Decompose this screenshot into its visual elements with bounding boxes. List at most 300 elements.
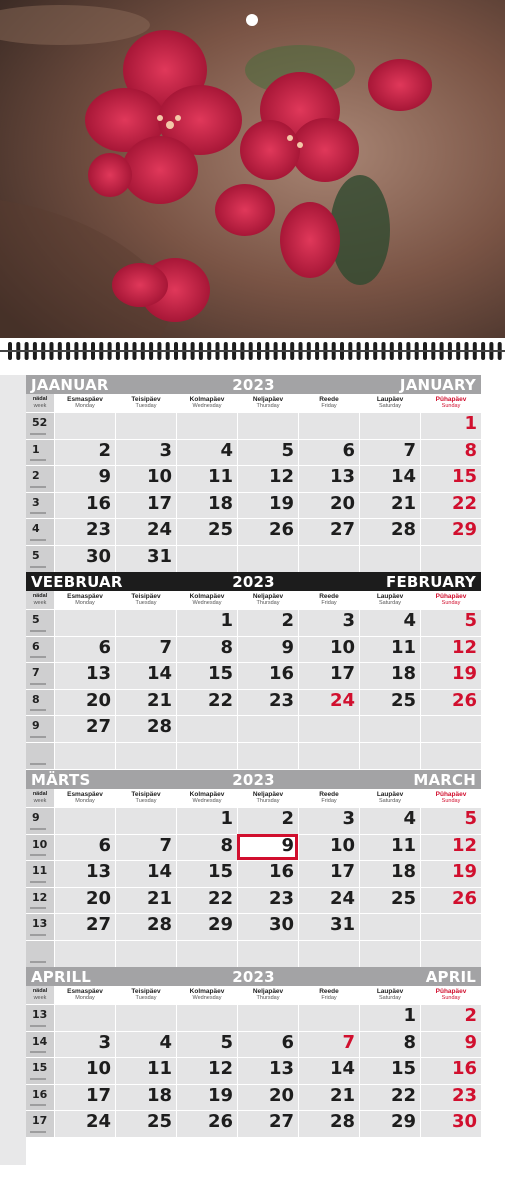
day-number: 5 [464, 610, 477, 631]
weekday-name: Neljapäev Thursday [237, 394, 298, 412]
empty-cell [359, 913, 420, 940]
day-cell [359, 834, 420, 861]
day-cell [298, 887, 359, 914]
day-number: 24 [146, 519, 172, 541]
day-cell [54, 834, 115, 861]
month-year: 2023 [232, 770, 275, 789]
weekday-name: Neljapäev Thursday [237, 789, 298, 807]
day-cell [237, 609, 298, 636]
day-number: 4 [220, 439, 233, 461]
empty-cell [54, 1004, 115, 1031]
day-number: 16 [268, 663, 294, 685]
day-cell [237, 887, 298, 914]
weekday-header [26, 394, 481, 412]
flower-photo [0, 0, 505, 338]
day-number: 27 [329, 519, 355, 541]
day-cell [176, 1110, 237, 1137]
day-number: 12 [451, 834, 477, 856]
day-number: 29 [207, 914, 233, 936]
day-cell [115, 439, 176, 466]
day-number: 6 [281, 1031, 294, 1053]
day-cell [298, 1084, 359, 1111]
month-year: 2023 [232, 967, 275, 986]
day-cell [237, 465, 298, 492]
week-number: 13 [26, 913, 54, 940]
weekday-name: Laupäev Saturday [359, 789, 420, 807]
day-cell [54, 887, 115, 914]
day-number: 9 [98, 466, 111, 488]
day-number: 30 [85, 545, 111, 567]
day-number: 21 [329, 1084, 355, 1106]
day-number: 16 [85, 492, 111, 514]
day-cell [54, 1084, 115, 1111]
week-number: 6 [26, 636, 54, 663]
day-number: 17 [146, 492, 172, 514]
empty-cell [237, 545, 298, 572]
empty-cell [298, 1004, 359, 1031]
day-cell [176, 439, 237, 466]
day-number: 7 [403, 439, 416, 461]
empty-cell [237, 412, 298, 439]
day-number: 12 [207, 1058, 233, 1080]
weekday-header [26, 789, 481, 807]
spiral-binding [0, 340, 505, 362]
day-number: 7 [159, 636, 172, 658]
day-cell [54, 636, 115, 663]
empty-cell [176, 940, 237, 967]
day-number: 24 [329, 689, 355, 711]
empty-cell [54, 940, 115, 967]
day-number: 2 [281, 808, 294, 829]
day-cell [298, 1031, 359, 1058]
empty-cell [420, 940, 481, 967]
day-number: 26 [268, 519, 294, 541]
day-number: 17 [329, 861, 355, 883]
day-cell [359, 1031, 420, 1058]
day-number: 1 [220, 610, 233, 631]
empty-cell [115, 742, 176, 769]
day-cell [420, 1031, 481, 1058]
empty-cell [359, 940, 420, 967]
day-number: 5 [220, 1031, 233, 1053]
week-number: 52 [26, 412, 54, 439]
week-number: 2 [26, 465, 54, 492]
day-number: 10 [329, 636, 355, 658]
day-cell [298, 1057, 359, 1084]
day-number: 22 [451, 492, 477, 514]
week-column-header: nädal week [26, 986, 54, 1004]
day-cell [420, 439, 481, 466]
day-number: 18 [207, 492, 233, 514]
weekday-name: Reede Friday [298, 789, 359, 807]
day-cell [298, 689, 359, 716]
day-cell [298, 913, 359, 940]
day-number: 10 [85, 1058, 111, 1080]
day-number: 9 [464, 1031, 477, 1053]
day-number: 21 [390, 492, 416, 514]
day-number: 26 [207, 1111, 233, 1133]
day-number: 16 [451, 1058, 477, 1080]
month-name-en: APRIL [425, 967, 476, 986]
empty-cell [298, 742, 359, 769]
day-number: 28 [390, 519, 416, 541]
empty-cell [176, 412, 237, 439]
day-grid [26, 1004, 481, 1137]
day-number: 8 [464, 439, 477, 461]
day-number: 4 [403, 610, 416, 631]
day-cell [176, 860, 237, 887]
day-cell [420, 492, 481, 519]
day-cell [115, 834, 176, 861]
day-cell [176, 518, 237, 545]
day-cell [176, 1084, 237, 1111]
empty-cell [359, 545, 420, 572]
week-number: 15 [26, 1057, 54, 1084]
day-cell [237, 834, 298, 861]
day-cell [298, 807, 359, 834]
day-cell [359, 609, 420, 636]
empty-cell [420, 715, 481, 742]
day-number: 20 [329, 492, 355, 514]
day-cell [420, 807, 481, 834]
day-number: 6 [342, 439, 355, 461]
day-cell [115, 689, 176, 716]
month-name-en: JANUARY [399, 375, 476, 394]
month-2 [26, 770, 481, 967]
day-number: 28 [329, 1111, 355, 1133]
week-number: 10 [26, 834, 54, 861]
day-number: 3 [159, 439, 172, 461]
weekday-name: Neljapäev Thursday [237, 591, 298, 609]
month-header [26, 572, 481, 591]
day-number: 19 [451, 663, 477, 685]
day-number: 17 [85, 1084, 111, 1106]
empty-cell [359, 742, 420, 769]
day-number: 25 [207, 519, 233, 541]
day-number: 14 [390, 466, 416, 488]
day-number: 31 [146, 545, 172, 567]
day-cell [298, 609, 359, 636]
day-cell [54, 860, 115, 887]
day-cell [359, 807, 420, 834]
weekday-name: Teisipäev Tuesday [115, 394, 176, 412]
week-number: 11 [26, 860, 54, 887]
weekday-name: Reede Friday [298, 986, 359, 1004]
day-cell [298, 662, 359, 689]
month-name-et: MÄRTS [31, 770, 91, 789]
week-column-header: nädal week [26, 394, 54, 412]
week-number: 5 [26, 545, 54, 572]
day-number: 19 [207, 1084, 233, 1106]
day-number: 3 [342, 808, 355, 829]
day-number: 11 [390, 834, 416, 856]
day-number: 3 [98, 1031, 111, 1053]
day-cell [237, 807, 298, 834]
day-grid [26, 412, 481, 572]
empty-cell [298, 715, 359, 742]
day-number: 14 [146, 663, 172, 685]
empty-cell [176, 742, 237, 769]
day-number: 7 [342, 1031, 355, 1053]
empty-cell [115, 609, 176, 636]
empty-cell [420, 742, 481, 769]
weekday-name: Reede Friday [298, 591, 359, 609]
day-cell [115, 636, 176, 663]
day-cell [420, 1004, 481, 1031]
day-cell [359, 1084, 420, 1111]
day-cell [420, 1110, 481, 1137]
day-number: 3 [342, 610, 355, 631]
day-number: 29 [390, 1111, 416, 1133]
weekday-name: Pühapäev Sunday [420, 591, 481, 609]
day-cell [237, 492, 298, 519]
day-cell [359, 860, 420, 887]
day-number: 2 [281, 610, 294, 631]
left-margin [0, 375, 26, 1165]
day-cell [115, 465, 176, 492]
day-cell [298, 492, 359, 519]
day-cell [298, 860, 359, 887]
day-number: 31 [329, 914, 355, 936]
day-number: 23 [451, 1084, 477, 1106]
day-cell [54, 465, 115, 492]
day-number: 24 [85, 1111, 111, 1133]
month-name-en: FEBRUARY [386, 572, 476, 591]
day-number: 13 [268, 1058, 294, 1080]
day-cell [237, 662, 298, 689]
day-number: 1 [220, 808, 233, 829]
weekday-name: Esmaspäev Monday [54, 591, 115, 609]
day-number: 20 [268, 1084, 294, 1106]
day-cell [359, 887, 420, 914]
weekday-name: Laupäev Saturday [359, 986, 420, 1004]
weekday-header [26, 986, 481, 1004]
day-number: 25 [390, 887, 416, 909]
empty-cell [176, 715, 237, 742]
day-number: 4 [403, 808, 416, 829]
weekday-name: Kolmapäev Wednesday [176, 394, 237, 412]
day-cell [237, 439, 298, 466]
day-number: 24 [329, 887, 355, 909]
day-number: 26 [451, 887, 477, 909]
day-number: 13 [85, 861, 111, 883]
week-number: 9 [26, 807, 54, 834]
day-cell [359, 1110, 420, 1137]
day-cell [176, 913, 237, 940]
day-cell [54, 913, 115, 940]
day-number: 5 [281, 439, 294, 461]
day-cell [176, 1031, 237, 1058]
day-number: 22 [207, 887, 233, 909]
day-cell [176, 465, 237, 492]
empty-cell [115, 940, 176, 967]
day-number: 2 [98, 439, 111, 461]
day-cell [298, 465, 359, 492]
day-number: 30 [268, 914, 294, 936]
day-cell [54, 715, 115, 742]
day-number: 25 [146, 1111, 172, 1133]
day-grid [26, 807, 481, 967]
day-cell [176, 807, 237, 834]
day-number: 10 [146, 466, 172, 488]
day-cell [176, 887, 237, 914]
day-cell [237, 636, 298, 663]
month-header [26, 770, 481, 789]
day-number: 19 [268, 492, 294, 514]
day-cell [298, 518, 359, 545]
day-cell [115, 1057, 176, 1084]
day-cell [237, 913, 298, 940]
empty-cell [115, 1004, 176, 1031]
weekday-name: Teisipäev Tuesday [115, 591, 176, 609]
day-cell [359, 662, 420, 689]
day-number: 9 [281, 834, 294, 856]
day-cell [420, 887, 481, 914]
day-cell [115, 1031, 176, 1058]
weekday-name: Laupäev Saturday [359, 394, 420, 412]
empty-cell [237, 715, 298, 742]
day-number: 12 [268, 466, 294, 488]
day-cell [115, 887, 176, 914]
week-column-header: nädal week [26, 789, 54, 807]
empty-cell [298, 412, 359, 439]
day-cell [115, 715, 176, 742]
day-cell [237, 518, 298, 545]
empty-cell [237, 940, 298, 967]
weekday-name: Kolmapäev Wednesday [176, 789, 237, 807]
day-number: 12 [451, 636, 477, 658]
day-cell [420, 1057, 481, 1084]
month-1 [26, 572, 481, 769]
month-header [26, 967, 481, 986]
day-number: 27 [85, 914, 111, 936]
empty-cell [359, 412, 420, 439]
day-cell [237, 1031, 298, 1058]
weekday-name: Kolmapäev Wednesday [176, 591, 237, 609]
empty-cell [237, 1004, 298, 1031]
empty-cell [298, 940, 359, 967]
day-cell [359, 689, 420, 716]
day-number: 23 [268, 689, 294, 711]
day-number: 6 [98, 834, 111, 856]
day-number: 20 [85, 689, 111, 711]
day-number: 28 [146, 914, 172, 936]
day-number: 16 [268, 861, 294, 883]
empty-cell [54, 412, 115, 439]
month-name-et: VEEBRUAR [31, 572, 123, 591]
day-cell [176, 662, 237, 689]
weekday-name: Teisipäev Tuesday [115, 789, 176, 807]
day-number: 1 [464, 413, 477, 434]
month-0 [26, 375, 481, 572]
weekday-name: Laupäev Saturday [359, 591, 420, 609]
day-cell [54, 1031, 115, 1058]
day-number: 27 [85, 716, 111, 738]
weekday-name: Reede Friday [298, 394, 359, 412]
day-cell [54, 1057, 115, 1084]
day-cell [176, 1057, 237, 1084]
weekday-name: Esmaspäev Monday [54, 789, 115, 807]
day-cell [359, 439, 420, 466]
day-cell [420, 860, 481, 887]
day-cell [176, 609, 237, 636]
day-number: 17 [329, 663, 355, 685]
day-cell [115, 518, 176, 545]
day-number: 6 [98, 636, 111, 658]
day-number: 15 [207, 861, 233, 883]
day-cell [115, 913, 176, 940]
empty-cell [54, 742, 115, 769]
day-cell [115, 1084, 176, 1111]
empty-cell [359, 715, 420, 742]
day-cell [54, 518, 115, 545]
day-number: 28 [146, 716, 172, 738]
week-number [26, 742, 54, 769]
day-number: 21 [146, 689, 172, 711]
day-number: 15 [207, 663, 233, 685]
month-name-en: MARCH [413, 770, 476, 789]
day-cell [237, 860, 298, 887]
month-name-et: APRILL [31, 967, 92, 986]
week-number: 17 [26, 1110, 54, 1137]
day-number: 23 [85, 519, 111, 541]
day-cell [115, 662, 176, 689]
week-number: 12 [26, 887, 54, 914]
week-number [26, 940, 54, 967]
day-cell [54, 545, 115, 572]
weekday-name: Esmaspäev Monday [54, 986, 115, 1004]
day-number: 11 [390, 636, 416, 658]
week-number: 4 [26, 518, 54, 545]
weekday-name: Pühapäev Sunday [420, 986, 481, 1004]
day-cell [359, 465, 420, 492]
hanging-hole [246, 14, 258, 26]
day-cell [298, 636, 359, 663]
day-number: 4 [159, 1031, 172, 1053]
day-number: 8 [220, 636, 233, 658]
day-number: 30 [451, 1111, 477, 1133]
day-number: 15 [451, 466, 477, 488]
day-cell [54, 662, 115, 689]
empty-cell [420, 545, 481, 572]
day-number: 14 [146, 861, 172, 883]
day-cell [115, 1110, 176, 1137]
day-cell [420, 689, 481, 716]
day-cell [359, 1057, 420, 1084]
day-cell [359, 492, 420, 519]
day-number: 20 [85, 887, 111, 909]
day-number: 15 [390, 1058, 416, 1080]
day-number: 5 [464, 808, 477, 829]
day-cell [298, 834, 359, 861]
week-number: 5 [26, 609, 54, 636]
day-grid [26, 609, 481, 769]
empty-cell [298, 545, 359, 572]
day-number: 9 [281, 636, 294, 658]
day-cell [420, 834, 481, 861]
day-cell [115, 492, 176, 519]
day-cell [237, 1084, 298, 1111]
day-cell [359, 518, 420, 545]
day-number: 11 [207, 466, 233, 488]
empty-cell [176, 1004, 237, 1031]
day-cell [420, 465, 481, 492]
week-number: 8 [26, 689, 54, 716]
day-number: 22 [390, 1084, 416, 1106]
day-number: 21 [146, 887, 172, 909]
day-cell [359, 1004, 420, 1031]
month-name-et: JAANUAR [31, 375, 109, 394]
